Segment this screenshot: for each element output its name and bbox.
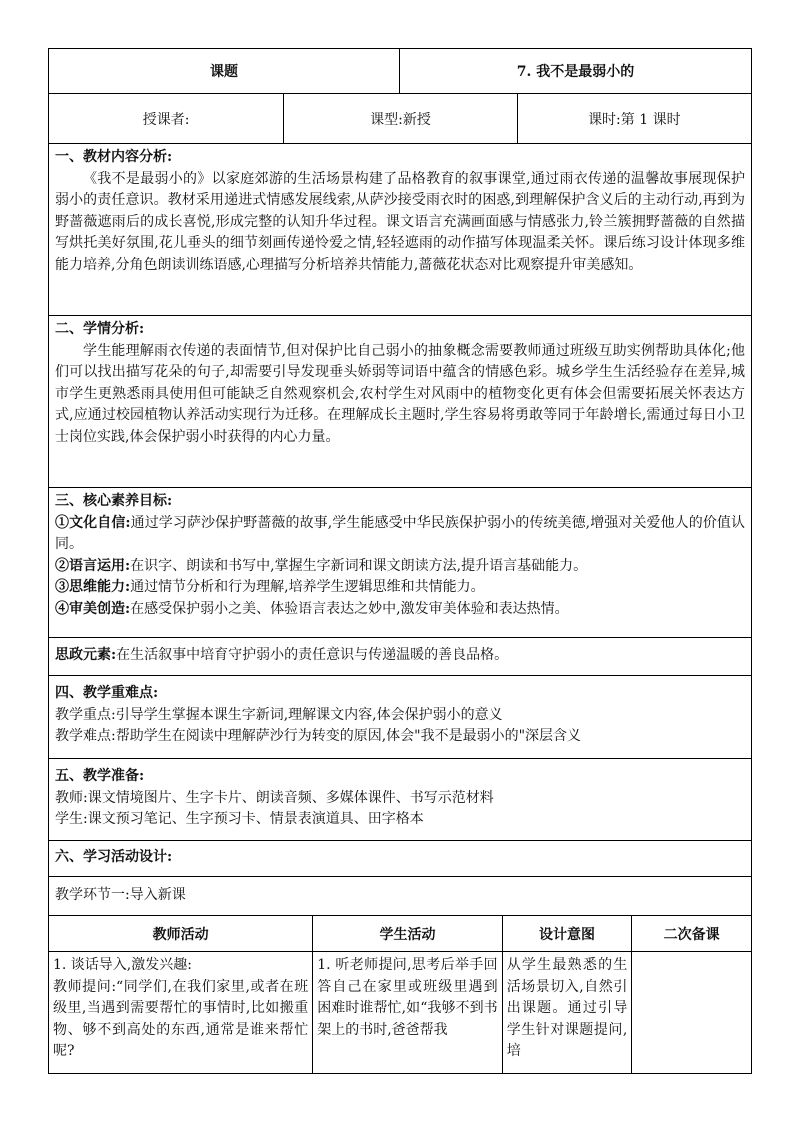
column-header: 学生活动 (313, 916, 502, 951)
teacher-label: 授课者: (49, 94, 284, 143)
stage-label: 教学环节一:导入新课 (55, 887, 186, 903)
section-core-goals (49, 488, 751, 638)
lesson-plan-table (48, 48, 752, 1074)
goal-label: ④审美创造: (55, 600, 131, 617)
goal-text: 通过学习萨沙保护野蔷薇的故事,学生能感受中华民族保护弱小的传统美德,增强对关爱他人的价值认同。 (55, 514, 745, 552)
activity-header-row (49, 916, 751, 952)
section-title: 二、学情分析: (55, 321, 145, 337)
ideology-text: 在生活叙事中培育守护弱小的责任意识与传递温暖的善良品格。 (116, 647, 509, 663)
goal-item (55, 599, 745, 621)
section-ideology (49, 638, 751, 676)
section-title: 五、教学准备: (55, 768, 145, 784)
goal-label: ②语言运用: (55, 557, 131, 574)
goal-text: 通过情节分析和行为理解,培养学生逻辑思维和共情能力。 (130, 579, 485, 595)
section-text: 《我不是最弱小的》以家庭郊游的生活场景构建了品格教育的叙事课堂,通过雨衣传递的温馨故事展现保护弱小的责任意识。教材采用递进式情感发展线索,从萨沙接受雨衣时的困惑,到理解保护含义后的主动行动,再到为野蔷薇遮雨后的成长喜悦,形成完整的认知升华过程。课文语言充满画面感与情感张力,铃兰簇拥野蔷薇的自然描写烘托美好氛围,花儿垂头的细节刻画传递怜爱之情,轻轻遮雨的动作描写体现温柔关怀。课后练习设计体现多维能力培养,分角色朗读训练语感,心理描写分析培养共情能力,蔷薇花状态对比观察提升审美感知。 (55, 170, 745, 273)
section-title: 一、教材内容分析: (55, 149, 173, 165)
goal-label: ①文化自信: (55, 514, 131, 531)
teacher-prep: 教师:课文情境图片、生字卡片、朗读音频、多媒体课件、书写示范材料 (55, 789, 494, 806)
column-header: 教师活动 (49, 916, 313, 951)
second-prep (632, 952, 751, 1073)
teacher-activity: 1. 谈话导入,激发兴趣: 教师提问:“同学们,在我们家里,或者在班级里,当遇到需要帮忙的事情时,比如搬重物、够不到高处的东西,通常是谁来帮忙呢? (49, 952, 313, 1073)
stage-row (49, 877, 751, 916)
topic-label: 课题 (49, 49, 400, 93)
goal-text: 在识字、朗读和书写中,掌握生字新词和课文朗读方法,提升语言基础能力。 (130, 557, 588, 574)
column-header: 二次备课 (663, 926, 720, 943)
section-text: 学生能理解雨衣传递的表面情节,但对保护比自己弱小的抽象概念需要教师通过班级互助实例帮助具体化;他们可以找出描写花朵的句子,却需要引导发现垂头娇弱等词语中蕴含的情感色彩。城乡学生生活经验存在差异,城市学生更熟悉雨具使用但可能缺乏自然观察机会,农村学生对风雨中的植物变化更有体会但需要拓展关怀表达方式,应通过校园植物认养活动实现行为迁移。在理解成长主题时,学生容易将勇敢等同于年龄增长,需通过每日小卫士岗位实践,体会保护弱小时获得的内心力量。 (55, 342, 745, 445)
student-activity: 1. 听老师提问,思考后举手回答自己在家里或班级里遇到困难时谁帮忙,如“我够不到书架上的书时,爸爸帮我 (313, 952, 502, 1073)
goal-item (55, 556, 745, 578)
goal-text: 在感受保护弱小之美、体验语言表达之妙中,激发审美体验和表达热情。 (130, 600, 569, 617)
student-prep: 学生:课文预习笔记、生字预习卡、情景表演道具、田字格本 (55, 811, 424, 827)
design-intent: 从学生最熟悉的生活场景切入,自然引出课题。通过引导学生针对课题提问,培 (503, 952, 633, 1073)
ideology-label: 思政元素: (55, 647, 117, 663)
topic-value: 7. 我不是最弱小的 (516, 64, 635, 80)
goal-item (55, 577, 745, 599)
column-header: 设计意图 (503, 916, 633, 951)
section-textbook-analysis (49, 144, 751, 316)
lesson-type: 课型:新授 (284, 94, 517, 143)
section-preparation (49, 759, 751, 841)
topic-row (49, 49, 751, 94)
ideology-line (55, 645, 745, 667)
meta-row (49, 94, 751, 144)
activity-body-row (49, 952, 751, 1073)
goal-item (55, 513, 745, 556)
lesson-period: 课时:第 1 课时 (588, 111, 681, 128)
section-title: 六、学习活动设计: (55, 849, 173, 865)
section-title: 三、核心素养目标: (55, 493, 173, 509)
difficulty-point: 教学难点:帮助学生在阅读中理解萨沙行为转变的原因,体会"我不是最弱小的"深层含义 (55, 728, 582, 744)
goal-label: ③思维能力: (55, 579, 131, 595)
key-point: 教学重点:引导学生掌握本课生字新词,理解课文内容,体会保护弱小的意义 (55, 706, 503, 723)
section-title: 四、教学重难点: (55, 685, 159, 701)
section-key-points (49, 676, 751, 759)
section-student-analysis (49, 316, 751, 488)
section-activity-design (49, 841, 751, 877)
